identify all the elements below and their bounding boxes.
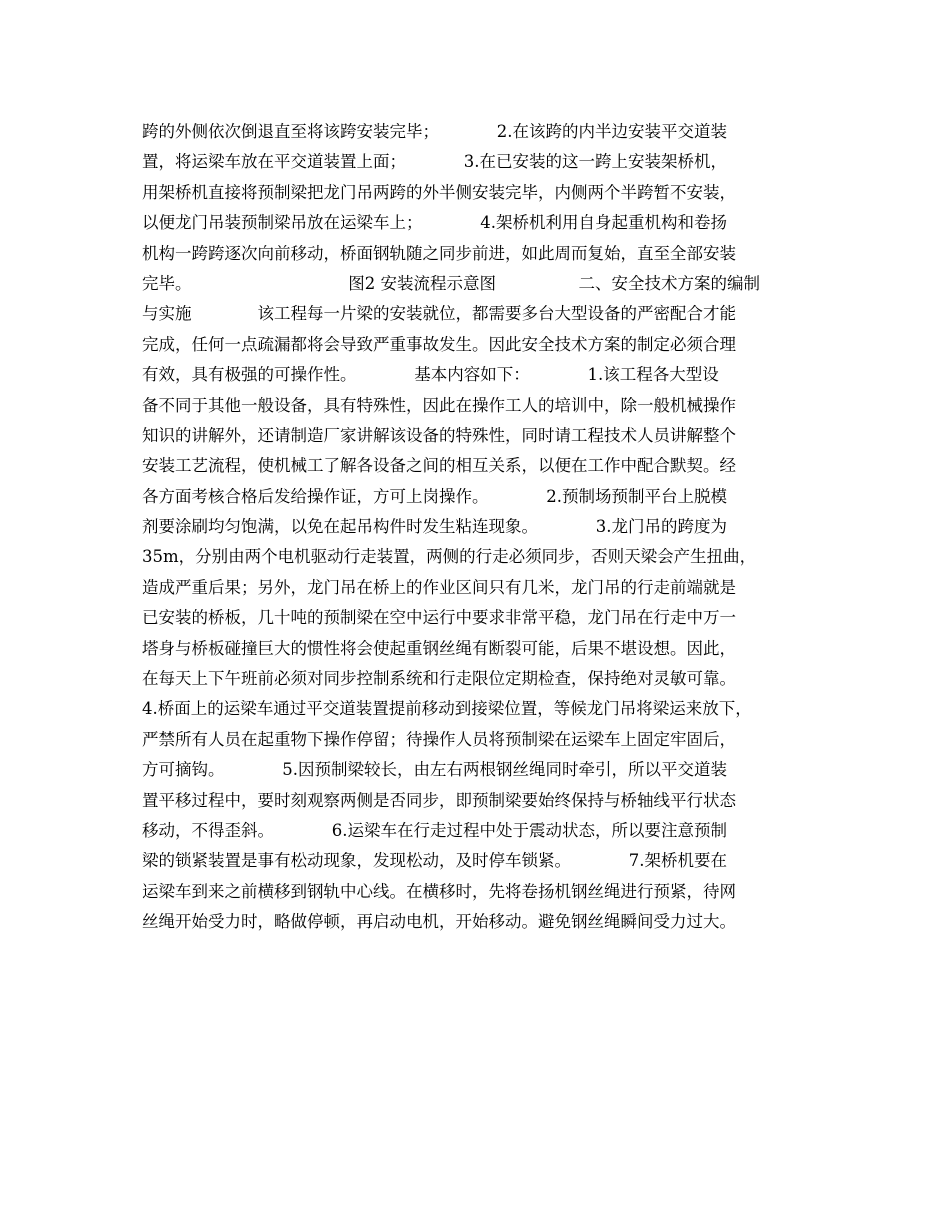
- text-line: 各方面考核合格后发给操作证，方可上岗操作。 2.预制场预制平台上脱模: [142, 486, 727, 506]
- text-line: 丝绳开始受力时，略做停顿，再启动电机，开始移动。避免钢丝绳瞬间受力过大。: [142, 912, 736, 932]
- text-line: 运梁车到来之前横移到钢轨中心线。在横移时，先将卷扬机钢丝绳进行预紧，待网: [142, 881, 736, 901]
- text-line: 剂要涂刷均匀饱满，以免在起吊构件时发生粘连现象。 3.龙门吊的跨度为: [142, 517, 727, 537]
- text-line: 有效，具有极强的可操作性。 基本内容如下： 1.该工程各大型设: [142, 365, 719, 385]
- text-line: 用架桥机直接将预制梁把龙门吊两跨的外半侧安装完毕，内侧两个半跨暂不安装，: [142, 182, 736, 202]
- text-line: 已安装的桥板，几十吨的预制梁在空中运行中要求非常平稳，龙门吊在行走中万一: [142, 608, 736, 628]
- text-line: 在每天上下午班前必须对同步控制系统和行走限位定期检查，保持绝对灵敏可靠。: [142, 669, 736, 689]
- text-line: 35m，分别由两个电机驱动行走装置，两侧的行走必须同步，否则天梁会产生扭曲，: [142, 547, 757, 567]
- text-line: 备不同于其他一般设备，具有特殊性，因此在操作工人的培训中，除一般机械操作: [142, 395, 736, 415]
- text-line: 4.桥面上的运梁车通过平交道装置提前移动到接梁位置，等候龙门吊将梁运来放下，: [142, 699, 752, 719]
- text-line: 与实施 该工程每一片梁的安装就位，都需要多台大型设备的严密配合才能: [142, 304, 736, 324]
- text-line: 严禁所有人员在起重物下操作停留；待操作人员将预制梁在运梁车上固定牢固后，: [142, 729, 736, 749]
- text-line: 方可摘钩。 5.因预制梁较长，由左右两根钢丝绳同时牵引，所以平交道装: [142, 760, 727, 780]
- text-line: 跨的外侧依次倒退直至将该跨安装完毕； 2.在该跨的内半边安装平交道装: [142, 122, 727, 141]
- text-line: 安装工艺流程，使机械工了解各设备之间的相互关系，以便在工作中配合默契。经: [142, 456, 736, 476]
- text-line: 完毕。 图2 安装流程示意图 二、安全技术方案的编制: [142, 273, 760, 293]
- text-line: 完成，任何一点疏漏都将会导致严重事故发生。因此安全技术方案的制定必须合理: [142, 334, 736, 354]
- body-text: [142, 117, 832, 938]
- text-line: 以便龙门吊装预制梁吊放在运梁车上； 4.架桥机利用自身起重机构和卷扬: [142, 213, 727, 233]
- text-line: 置平移过程中，要时刻观察两侧是否同步，即预制梁要始终保持与桥轴线平行状态: [142, 790, 736, 810]
- text-line: 机构一跨跨逐次向前移动，桥面钢轨随之同步前进，如此周而复始，直至全部安装: [142, 243, 736, 263]
- text-line: 移动，不得歪斜。 6.运梁车在行走过程中处于震动状态，所以要注意预制: [142, 820, 727, 840]
- text-line: 梁的锁紧装置是事有松动现象，发现松动，及时停车锁紧。 7.架桥机要在: [142, 851, 727, 871]
- text-line: 置，将运梁车放在平交道装置上面； 3.在已安装的这一跨上安装架桥机，: [142, 152, 727, 172]
- text-line: 造成严重后果；另外，龙门吊在桥上的作业区间只有几米，龙门吊的行走前端就是: [142, 577, 736, 597]
- text-line: 塔身与桥板碰撞巨大的惯性将会使起重钢丝绳有断裂可能，后果不堪设想。因此，: [142, 638, 736, 658]
- text-line: 知识的讲解外，还请制造厂家讲解该设备的特殊性，同时请工程技术人员讲解整个: [142, 425, 736, 445]
